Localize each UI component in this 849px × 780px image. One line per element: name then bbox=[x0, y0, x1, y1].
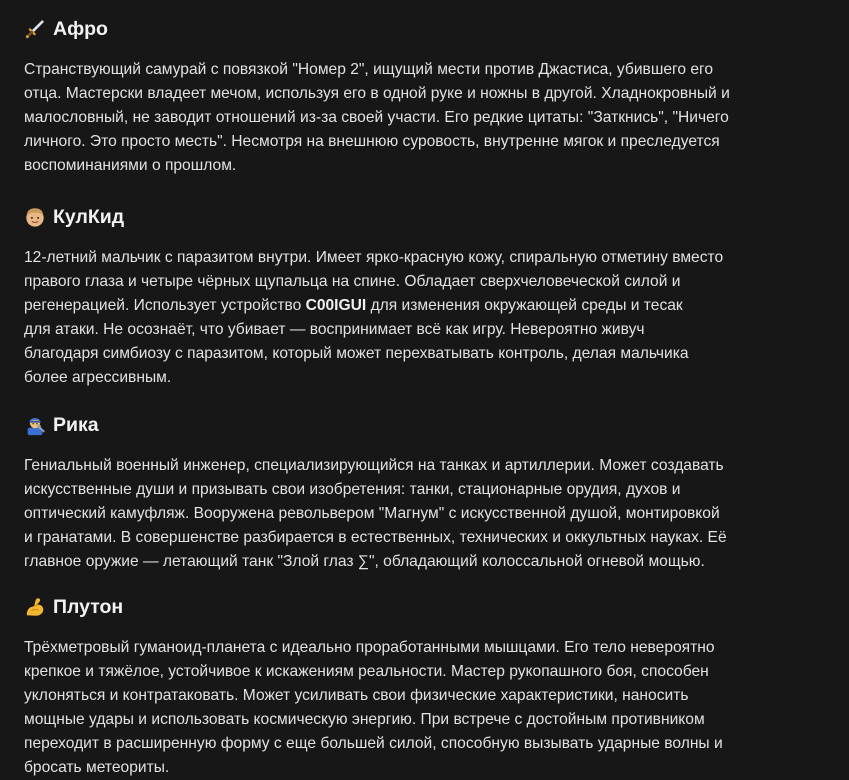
character-heading-afro bbox=[24, 14, 825, 44]
character-description bbox=[24, 58, 825, 178]
description-line: искусственные души и призывать свои изобретения: танки, стационарные орудия, духов и bbox=[24, 481, 681, 498]
description-line: Трёхметровый гуманоид-планета с идеально проработанными мышцами. Его тело невероятно bbox=[24, 639, 715, 656]
character-heading-kulkid bbox=[24, 202, 825, 232]
character-name: Афро bbox=[53, 17, 108, 40]
character-name: Рика bbox=[53, 413, 99, 436]
description-line: для атаки. Не осознаёт, что убивает — воспринимает всё как игру. Невероятно живуч bbox=[24, 321, 645, 338]
description-line: воспоминаниями о прошлом. bbox=[24, 157, 237, 174]
character-heading-rika bbox=[24, 410, 825, 440]
character-section-rika bbox=[24, 410, 825, 574]
description-line: оптический камуфляж. Вооружена револьвером "Магнум" с искусственной душой, монтировкой bbox=[24, 505, 720, 522]
description-line: бросать метеориты. bbox=[24, 759, 170, 776]
description-text: для изменения окружающей среды и тесак bbox=[366, 297, 683, 314]
character-section-kulkid bbox=[24, 202, 825, 390]
character-section-afro bbox=[24, 14, 825, 178]
description-line: мощные удары и использовать космическую энергию. При встрече с достойным противником bbox=[24, 711, 705, 728]
character-section-pluton bbox=[24, 592, 825, 780]
description-line: личного. Это просто месть". Несмотря на внешнюю суровость, внутренне мягок и преследуется bbox=[24, 133, 720, 150]
description-line bbox=[24, 297, 683, 314]
description-line: правого глаза и четыре чёрных щупальца на спине. Обладает сверхчеловеческой силой и bbox=[24, 273, 681, 290]
description-text: регенерацией. Использует устройство bbox=[24, 297, 306, 314]
description-line: отца. Мастерски владеет мечом, используя его в одной руке и ножны в другой. Хладнокровный и bbox=[24, 85, 730, 102]
mechanic-icon bbox=[24, 414, 46, 436]
character-name: Плутон bbox=[53, 595, 124, 618]
character-heading-pluton bbox=[24, 592, 825, 622]
character-description bbox=[24, 246, 825, 390]
description-line: переходит в расширенную форму с еще большей силой, способную вызывать ударные волны и bbox=[24, 735, 723, 752]
description-line: и гранатами. В совершенстве разбирается в естественных, технических и оккультных науках. Её bbox=[24, 529, 727, 546]
character-name: КулКид bbox=[53, 205, 125, 228]
description-line: 12-летний мальчик с паразитом внутри. Имеет ярко-красную кожу, спиральную отметину вместо bbox=[24, 249, 724, 266]
description-line: главное оружие — летающий танк "Злой глаз ∑", обладающий колоссальной огневой мощью. bbox=[24, 553, 705, 570]
dagger-icon bbox=[24, 18, 46, 40]
character-description bbox=[24, 454, 825, 574]
boy-face-icon bbox=[24, 206, 46, 228]
description-line: благодаря симбиозу с паразитом, который может перехватывать контроль, делая мальчика bbox=[24, 345, 689, 362]
description-line: Гениальный военный инженер, специализирующийся на танках и артиллерии. Может создавать bbox=[24, 457, 724, 474]
description-line: Странствующий самурай с повязкой "Номер 2", ищущий мести против Джастиса, убившего его bbox=[24, 61, 714, 78]
description-line: уклоняться и контратаковать. Может усиливать свои физические характеристики, наносить bbox=[24, 687, 689, 704]
description-line: крепкое и тяжёлое, устойчивое к искажениям реальности. Мастер рукопашного боя, способен bbox=[24, 663, 709, 680]
device-name: C00IGUI bbox=[305, 297, 367, 314]
character-description bbox=[24, 636, 825, 780]
description-line: малословный, не заводит отношений из-за своей участи. Его редкие цитаты: "Заткнись", "Ничего bbox=[24, 109, 729, 126]
description-line: более агрессивным. bbox=[24, 369, 172, 386]
flexed-biceps-icon bbox=[24, 596, 46, 618]
